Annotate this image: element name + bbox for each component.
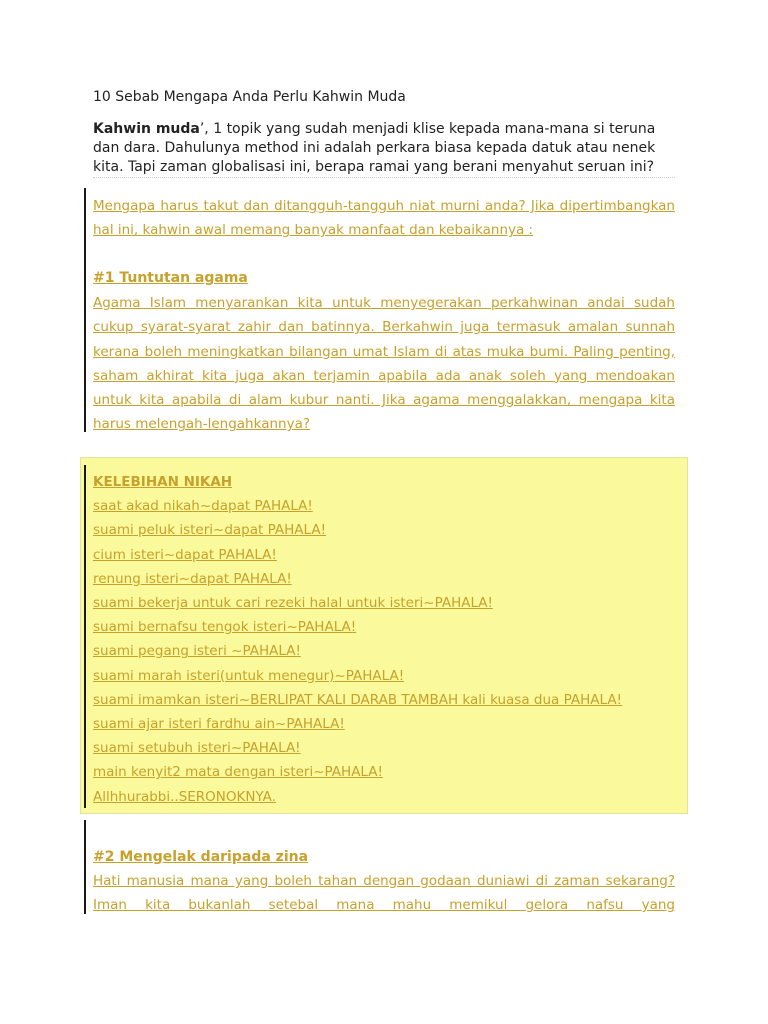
benefit-item[interactable]: suami imamkan isteri~BERLIPAT KALI DARAB TAMBAH kali kuasa dua PAHALA!: [93, 691, 622, 708]
document-title: 10 Sebab Mengapa Anda Perlu Kahwin Muda: [93, 89, 406, 105]
question-paragraph[interactable]: Mengapa harus takut dan ditangguh-tangguh niat murni anda? Jika dipertimbangkan hal ini, kahwin awal memang banyak manfaat dan kebaikannya :: [93, 198, 675, 239]
benefit-item[interactable]: cium isteri~dapat PAHALA!: [93, 546, 277, 563]
benefit-item[interactable]: Allhhurabbi..SERONOKNYA.: [93, 788, 276, 805]
benefit-item[interactable]: suami peluk isteri~dapat PAHALA!: [93, 522, 326, 539]
intro-text: ’, 1 topik yang sudah menjadi klise kepada mana-mana si teruna dan dara. Dahulunya method ini adalah perkara biasa kepada datuk atau nenek kita. Tapi zaman globalisasi ini, berapa ramai yang berani menyahut seruan ini?: [93, 121, 656, 175]
benefit-item[interactable]: renung isteri~dapat PAHALA!: [93, 570, 292, 587]
benefit-item[interactable]: saat akad nikah~dapat PAHALA!: [93, 498, 313, 515]
benefit-item[interactable]: suami bekerja untuk cari rezeki halal untuk isteri~PAHALA!: [93, 595, 493, 612]
section2-quote-bar: [84, 820, 86, 914]
box-quote-bar: [84, 465, 86, 808]
benefit-item[interactable]: main kenyit2 mata dengan isteri~PAHALA!: [93, 764, 383, 781]
section2-heading[interactable]: #2 Mengelak daripada zina: [93, 849, 309, 865]
section2-body[interactable]: Hati manusia mana yang boleh tahan dengan godaan duniawi di zaman sekarang? Iman kita bukanlah setebal mana mahu memikul gelora nafsu yang: [93, 873, 675, 914]
benefit-item[interactable]: suami setubuh isteri~PAHALA!: [93, 740, 301, 757]
intro-bold-phrase: Kahwin muda: [93, 121, 200, 137]
benefits-list: [93, 470, 622, 809]
benefit-item[interactable]: suami pegang isteri ~PAHALA!: [93, 643, 301, 660]
benefit-item[interactable]: suami ajar isteri fardhu ain~PAHALA!: [93, 716, 345, 733]
section1-body[interactable]: Agama Islam menyarankan kita untuk menyegerakan perkahwinan andai sudah cukup syarat-syarat zahir dan batinnya. Berkahwin juga termasuk amalan sunnah kerana boleh meningkatkan bilangan umat Islam di atas muka bumi. Paling penting, saham akhirat kita juga akan terjamin apabila ada anak soleh yang mendoakan untuk kita apabila di alam kubur nanti. Jika agama menggalakkan, mengapa kita harus melengah-lengahkannya?: [93, 295, 675, 433]
benefit-item[interactable]: suami bernafsu tengok isteri~PAHALA!: [93, 619, 357, 636]
benefits-title[interactable]: KELEBIHAN NIKAH: [93, 474, 233, 490]
quote-bar: [84, 188, 86, 432]
benefit-item[interactable]: suami marah isteri(untuk menegur)~PAHALA!: [93, 667, 405, 684]
intro-divider: [93, 177, 675, 178]
intro-paragraph: [93, 120, 683, 177]
section1-heading[interactable]: #1 Tuntutan agama: [93, 270, 248, 286]
